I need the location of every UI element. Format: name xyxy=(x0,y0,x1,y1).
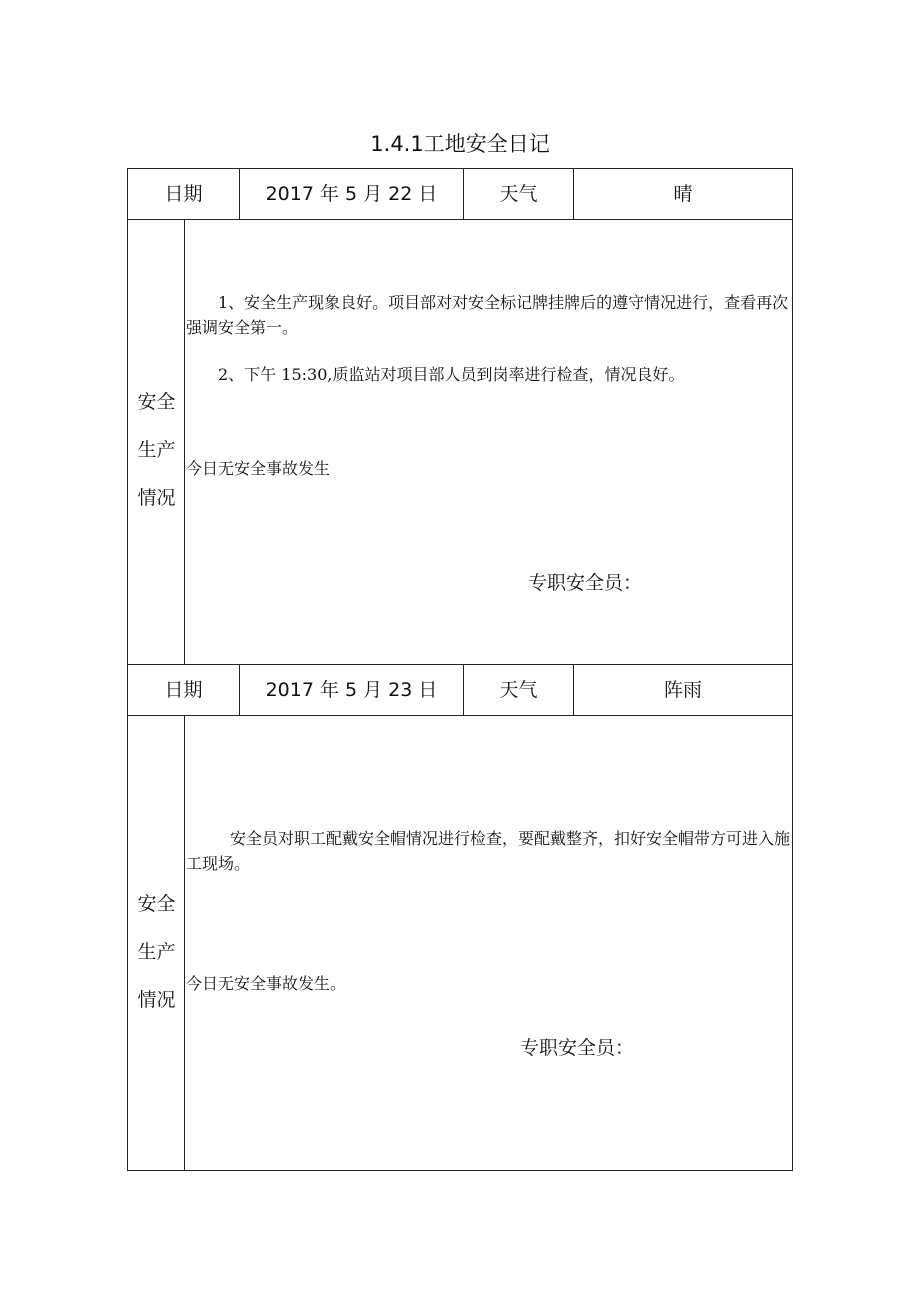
weather-label: 天气 xyxy=(464,665,574,715)
summary-text: 今日无安全事故发生 xyxy=(186,459,331,478)
weather-label: 天气 xyxy=(464,169,574,219)
list-item: 安全员对职工配戴安全帽情况进行检查，要配戴整齐，扣好安全帽带方可进入施工现场。 xyxy=(186,829,791,873)
list-item: 2、下午 15:30,质监站对项目部人员到岗率进行检查，情况良好。 xyxy=(218,365,685,384)
section-label: 安全 生产 情况 xyxy=(128,220,185,664)
safety-officer-signature: 专职安全员： xyxy=(520,1037,635,1059)
entry-header-row xyxy=(128,169,792,220)
weather-value: 阵雨 xyxy=(663,679,702,701)
date-label: 日期 xyxy=(128,169,240,219)
safety-officer-signature: 专职安全员： xyxy=(528,572,643,594)
entry-body xyxy=(128,716,792,1170)
date-label: 日期 xyxy=(128,665,240,715)
date-value: 2017 年 5 月 22 日 xyxy=(240,169,464,219)
list-item: 1、安全生产现象良好。项目部对对安全标记牌挂牌后的遵守情况进行，查看再次强调安全第一。 xyxy=(186,293,789,337)
page-title: 1.4.1工地安全日记 xyxy=(370,132,550,156)
safety-diary-table xyxy=(127,168,793,1171)
date-value: 2017 年 5 月 23 日 xyxy=(240,665,464,715)
entry-body xyxy=(128,220,792,665)
weather-value: 晴 xyxy=(673,183,693,205)
diary-entry xyxy=(128,169,792,665)
entry-header-row xyxy=(128,665,792,716)
section-label: 安全 生产 情况 xyxy=(128,716,185,1170)
section-content xyxy=(186,220,792,664)
diary-entry xyxy=(128,665,792,1170)
section-content xyxy=(186,716,792,1170)
summary-text: 今日无安全事故发生。 xyxy=(186,974,347,993)
